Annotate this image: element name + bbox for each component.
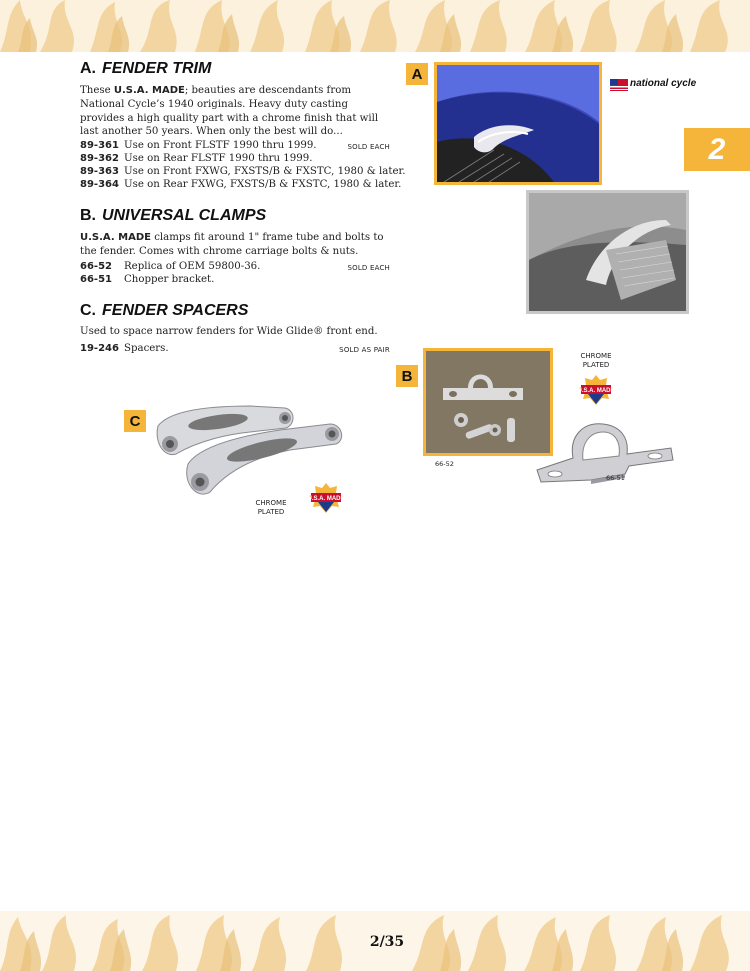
section-b-title: UNIVERSAL CLAMPS	[102, 207, 267, 224]
part-description: Spacers.	[124, 343, 169, 354]
clamp-66-51-photo	[533, 418, 675, 488]
part-description: Use on Rear FXWG, FXSTS/B & FXSTC, 1980 & later.	[124, 179, 402, 190]
section-c-letter: C.	[80, 302, 96, 319]
chapter-number: 2	[708, 132, 726, 166]
sold-note: SOLD EACH	[347, 143, 390, 151]
section-a-letter: A.	[80, 60, 96, 77]
section-b-letter: B.	[80, 207, 96, 224]
image-label-b: B	[396, 365, 418, 387]
chrome-plated-label-b: CHROME PLATED	[580, 352, 612, 369]
usa-made-icon	[576, 374, 616, 406]
sold-note: SOLD EACH	[347, 264, 390, 272]
part-row	[80, 260, 390, 274]
svg-text:U.S.A. MADE: U.S.A. MADE	[577, 388, 615, 394]
part-row	[80, 139, 390, 153]
part-description: Replica of OEM 59800-36.	[124, 261, 261, 272]
usa-made-badge	[306, 482, 346, 514]
part-row	[80, 178, 402, 192]
usa-made-text: U.S.A. MADE	[113, 85, 185, 96]
part-number: 66-52	[80, 261, 112, 272]
rear-fender-trim-photo	[526, 190, 689, 314]
part-description: Use on Front FLSTF 1990 thru 1999.	[124, 140, 317, 151]
chopper-bracket-image	[533, 418, 675, 488]
flame-pattern-top	[0, 0, 750, 52]
part-number: 89-363	[80, 166, 119, 177]
part-row	[80, 152, 390, 166]
image-label-a: A	[406, 63, 428, 85]
section-b-heading	[80, 207, 266, 225]
part-number: 89-362	[80, 153, 119, 164]
fender-trim-image	[434, 62, 602, 185]
national-cycle-logo	[610, 77, 716, 93]
section-b-intro: U.S.A. MADE clamps fit around 1" frame tube and bolts to the fender. Comes with chrome carriage bolts & nuts.	[80, 232, 384, 257]
caption-66-51: 66-51	[606, 474, 625, 482]
usa-made-badge	[576, 374, 616, 406]
part-number: 89-361	[80, 140, 119, 151]
part-row	[80, 342, 390, 356]
part-number: 89-364	[80, 179, 119, 190]
part-row	[80, 273, 390, 287]
brand-name: national cycle	[630, 78, 697, 89]
usa-made-icon	[306, 482, 346, 514]
page-number: 2/35	[369, 934, 405, 950]
caption-66-52: 66-52	[435, 460, 454, 468]
part-description: Use on Front FXWG, FXSTS/B & FXSTC, 1980 & later.	[124, 166, 406, 177]
section-c-heading	[80, 302, 248, 320]
top-flame-border	[0, 0, 750, 52]
part-number: 66-51	[80, 274, 112, 285]
sold-note: SOLD AS PAIR	[339, 346, 390, 354]
section-c-title: FENDER SPACERS	[102, 302, 249, 319]
rear-trim-image	[526, 190, 689, 314]
part-description: Chopper bracket.	[124, 274, 215, 285]
chapter-tab	[684, 128, 750, 171]
part-row	[80, 165, 406, 179]
chrome-plated-label-c: CHROME PLATED	[255, 499, 287, 516]
part-description: Use on Rear FLSTF 1990 thru 1999.	[124, 153, 313, 164]
svg-text:U.S.A. MADE: U.S.A. MADE	[307, 496, 345, 502]
section-a-intro: These U.S.A. MADE; beauties are descendants from National Cycle’s 1940 originals. Heavy duty casting provides a high quality part with a chrome finish that will last another 50 years. When only the best will do...	[80, 85, 379, 138]
usa-made-text: U.S.A. MADE	[80, 232, 151, 243]
image-label-c: C	[124, 410, 146, 432]
section-a-heading	[80, 60, 211, 78]
section-a-title: FENDER TRIM	[102, 60, 212, 77]
fender-trim-photo	[434, 62, 602, 185]
part-number: 19-246	[80, 343, 119, 354]
section-c-intro: Used to space narrow fenders for Wide Glide® front end.	[80, 326, 378, 337]
